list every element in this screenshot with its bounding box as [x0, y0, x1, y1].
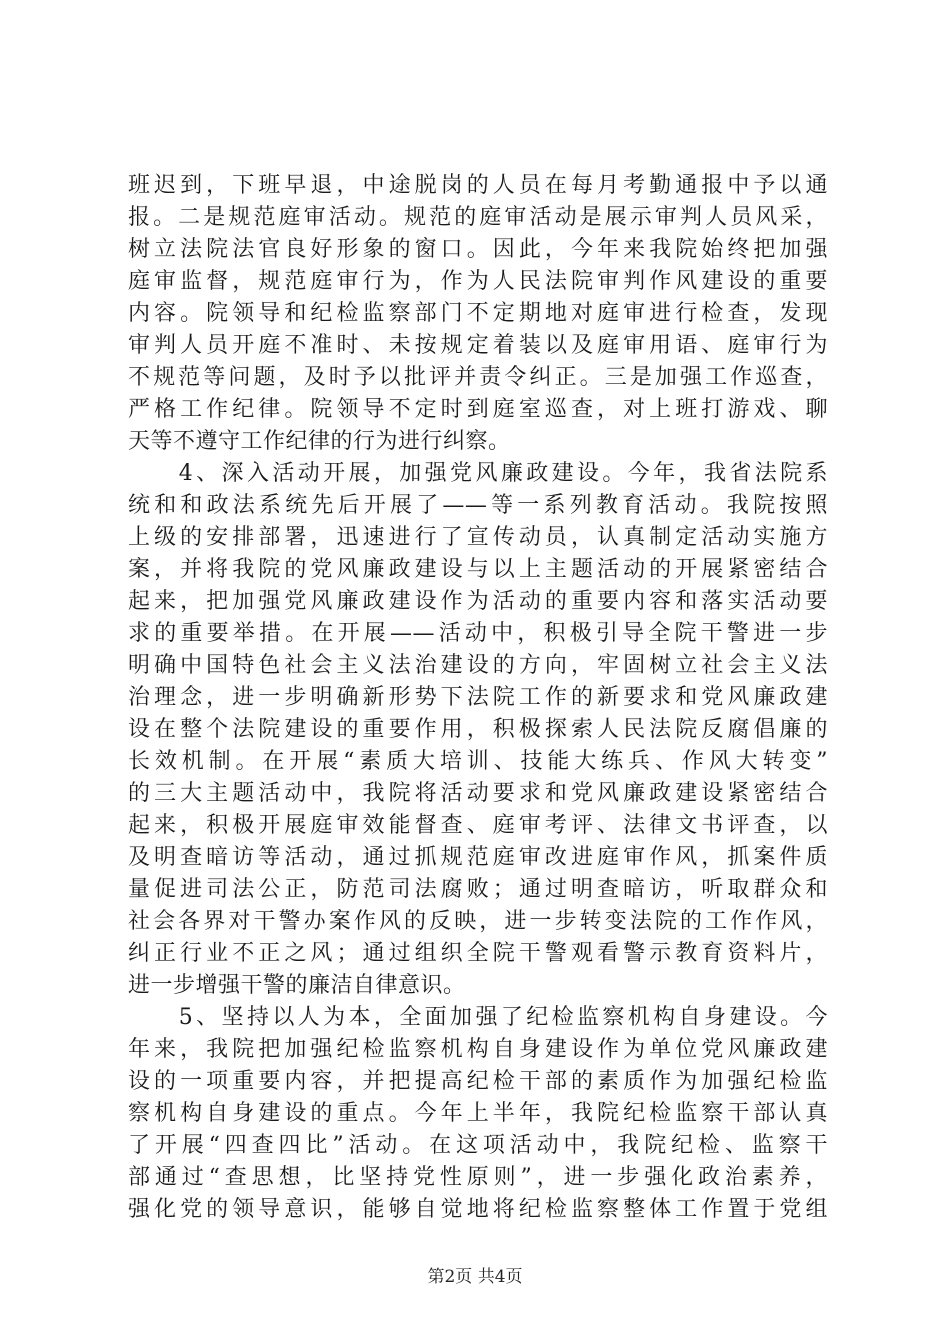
text-line: 治理念，进一步明确新形势下法院工作的新要求和党风廉政建: [128, 685, 828, 710]
text-line: 求的重要举措。在开展——活动中，积极引导全院干警进一步: [128, 621, 828, 646]
text-line: 起来，积极开展庭审效能督查、庭审考评、法律文书评查，以: [128, 813, 828, 838]
text-line: 及明查暗访等活动，通过抓规范庭审改进庭审作风，抓案件质: [128, 845, 828, 870]
text-line: 上级的安排部署，迅速进行了宣传动员，认真制定活动实施方: [128, 525, 828, 550]
text-line: 的三大主题活动中，我院将活动要求和党风廉政建设紧密结合: [128, 781, 828, 806]
text-line: 严格工作纪律。院领导不定时到庭室巡查，对上班打游戏、聊: [128, 397, 828, 422]
text-line: 庭审监督，规范庭审行为，作为人民法院审判作风建设的重要: [128, 269, 828, 294]
text-line: 长效机制。在开展“素质大培训、技能大练兵、作风大转变”: [128, 749, 828, 774]
page-number-footer: 第2页 共4页: [427, 1267, 523, 1287]
text-line: 天等不遵守工作纪律的行为进行纠察。: [128, 429, 511, 454]
text-line: 设在整个法院建设的重要作用，积极探索人民法院反腐倡廉的: [128, 717, 828, 742]
text-line: 案，并将我院的党风廉政建设与以上主题活动的开展紧密结合: [128, 557, 828, 582]
text-line: 树立法院法官良好形象的窗口。因此，今年来我院始终把加强: [128, 237, 828, 262]
document-body: [128, 170, 828, 1226]
text-line: 了开展“四查四比”活动。在这项活动中，我院纪检、监察干: [128, 1133, 828, 1158]
text-line: 年来，我院把加强纪检监察机构自身建设作为单位党风廉政建: [128, 1037, 828, 1062]
text-line: 4、深入活动开展，加强党风廉政建设。今年，我省法院系: [128, 461, 828, 486]
text-line: 进一步增强干警的廉洁自律意识。: [128, 973, 466, 998]
text-line: 审判人员开庭不准时、未按规定着装以及庭审用语、庭审行为: [128, 333, 828, 358]
text-line: 不规范等问题，及时予以批评并责令纠正。三是加强工作巡查，: [128, 365, 828, 390]
text-line: 强化党的领导意识，能够自觉地将纪检监察整体工作置于党组: [128, 1197, 828, 1222]
text-line: 内容。院领导和纪检监察部门不定期地对庭审进行检查，发现: [128, 301, 828, 326]
text-line: 统和和政法系统先后开展了——等一系列教育活动。我院按照: [128, 493, 828, 518]
text-line: 察机构自身建设的重点。今年上半年，我院纪检监察干部认真: [128, 1101, 828, 1126]
text-line: 纠正行业不正之风；通过组织全院干警观看警示教育资料片，: [128, 941, 828, 966]
text-line: 社会各界对干警办案作风的反映，进一步转变法院的工作作风，: [128, 909, 828, 934]
text-line: 设的一项重要内容，并把提高纪检干部的素质作为加强纪检监: [128, 1069, 828, 1094]
text-line: 5、坚持以人为本，全面加强了纪检监察机构自身建设。今: [128, 1005, 828, 1030]
text-line: 明确中国特色社会主义法治建设的方向，牢固树立社会主义法: [128, 653, 828, 678]
text-line: 量促进司法公正，防范司法腐败；通过明查暗访，听取群众和: [128, 877, 828, 902]
text-line: 班迟到，下班早退，中途脱岗的人员在每月考勤通报中予以通: [128, 173, 828, 198]
text-line: 报。二是规范庭审活动。规范的庭审活动是展示审判人员风采，: [128, 205, 828, 230]
text-line: 起来，把加强党风廉政建设作为活动的重要内容和落实活动要: [128, 589, 828, 614]
text-line: 部通过“查思想，比坚持党性原则”，进一步强化政治素养，: [128, 1165, 828, 1190]
